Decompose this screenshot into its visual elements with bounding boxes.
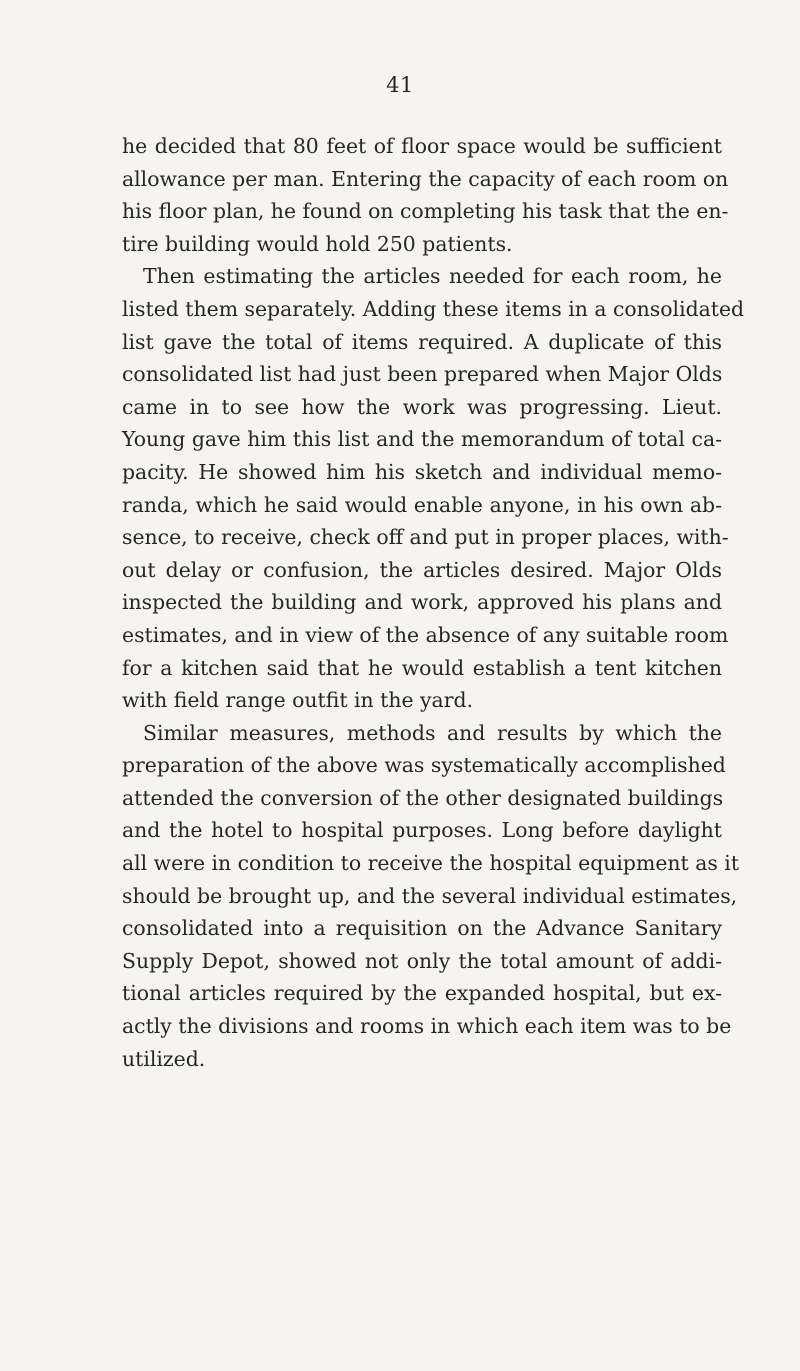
text-line: inspected the building and work, approved his plans and bbox=[122, 590, 722, 615]
text-line: Young gave him this list and the memorandum of total ca- bbox=[122, 427, 722, 452]
text-line: sence, to receive, check off and put in proper places, with- bbox=[122, 525, 729, 550]
text-line: tional articles required by the expanded hospital, but ex- bbox=[122, 981, 722, 1006]
page-number: 41 bbox=[386, 73, 414, 97]
text-line: actly the divisions and rooms in which each item was to be bbox=[122, 1014, 732, 1039]
text-line: with field range outfit in the yard. bbox=[122, 688, 473, 713]
text-line: came in to see how the work was progressing. Lieut. bbox=[122, 394, 722, 419]
text-line: out delay or confusion, the articles desired. Major Olds bbox=[122, 557, 722, 582]
text-line: Supply Depot, showed not only the total amount of addi- bbox=[122, 948, 722, 973]
text-line: listed them separately. Adding these items in a consolidated bbox=[122, 296, 745, 321]
text-line: Then estimating the articles needed for each room, he bbox=[143, 264, 722, 289]
text-line: for a kitchen said that he would establish a tent kitchen bbox=[122, 655, 722, 680]
text-line: tire building would hold 250 patients. bbox=[122, 231, 513, 256]
text-line: preparation of the above was systematically accomplished bbox=[122, 753, 726, 778]
text-line: attended the conversion of the other designated buildings bbox=[122, 785, 724, 810]
text-line: estimates, and in view of the absence of any suitable room bbox=[122, 622, 729, 647]
text-line: randa, which he said would enable anyone, in his own ab- bbox=[122, 492, 722, 517]
text-line: Similar measures, methods and results by which the bbox=[143, 720, 722, 745]
text-line: consolidated list had just been prepared when Major Olds bbox=[122, 362, 723, 387]
body-text bbox=[122, 130, 745, 1075]
text-line: consolidated into a requisition on the Advance Sanitary bbox=[122, 916, 722, 941]
text-line: he decided that 80 feet of floor space would be sufficient bbox=[122, 134, 722, 158]
text-line: utilized. bbox=[122, 1046, 206, 1071]
text-line: allowance per man. Entering the capacity of each room on bbox=[122, 166, 729, 191]
text-line: pacity. He showed him his sketch and individual memo- bbox=[122, 459, 722, 484]
text-line: his floor plan, he found on completing his task that the en- bbox=[122, 199, 729, 224]
text-line: and the hotel to hospital purposes. Long before daylight bbox=[122, 818, 722, 843]
text-line: should be brought up, and the several individual estimates, bbox=[122, 883, 738, 908]
text-line: list gave the total of items required. A duplicate of this bbox=[122, 329, 722, 354]
text-line: all were in condition to receive the hospital equipment as it bbox=[122, 851, 740, 876]
